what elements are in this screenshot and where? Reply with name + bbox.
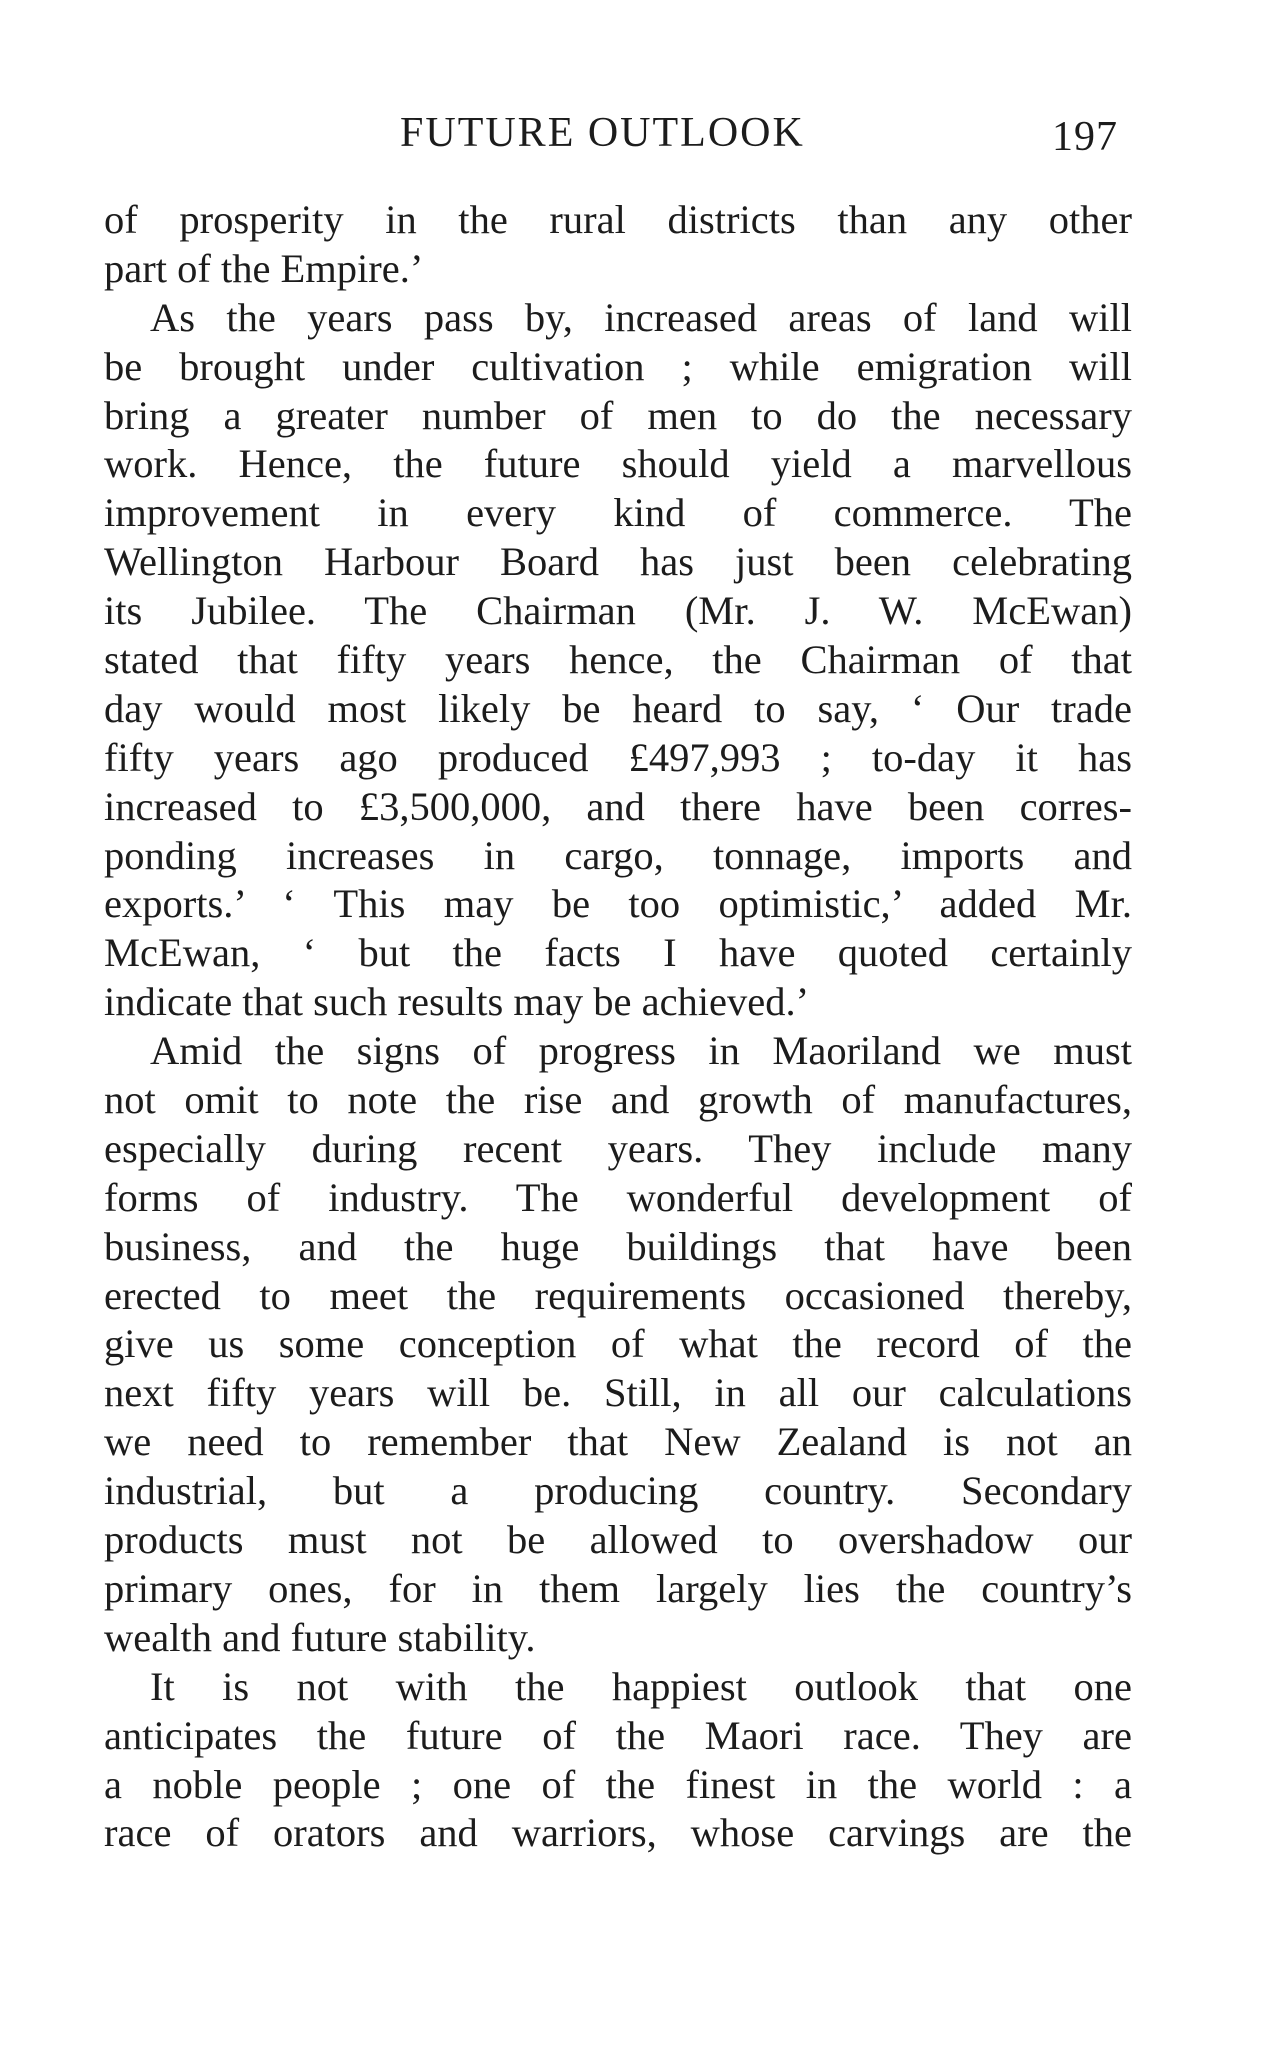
text-line: industrial, but a producing country. Secondary (104, 1468, 1132, 1514)
text-line: forms of industry. The wonderful development of (104, 1174, 1132, 1220)
running-head: FUTURE OUTLOOK (400, 110, 805, 156)
text-line: race of orators and warriors, whose carvings are the (104, 1810, 1132, 1856)
text-line: its Jubilee. The Chairman (Mr. J. W. McEwan) (104, 588, 1132, 634)
text-line: indicate that such results may be achieved.’ (104, 979, 810, 1025)
text-line: McEwan, ‘ but the facts I have quoted certainly (104, 930, 1132, 976)
text-line: stated that fifty years hence, the Chairman of that (104, 637, 1132, 683)
text-line: improvement in every kind of commerce. The (104, 490, 1132, 536)
text-line: part of the Empire.’ (104, 245, 424, 291)
paragraph-start-line: Amid the signs of progress in Maoriland we must (150, 1028, 1132, 1074)
paragraph-start-line: It is not with the happiest outlook that one (150, 1663, 1132, 1709)
text-line: ponding increases in cargo, tonnage, imports and (104, 832, 1132, 878)
text-line: wealth and future stability. (104, 1614, 536, 1660)
text-line: exports.’ ‘ This may be too optimistic,’ added Mr. (104, 881, 1132, 927)
text-line: fifty years ago produced £497,993 ; to-day it has (104, 734, 1132, 780)
text-line: not omit to note the rise and growth of manufactures, (104, 1077, 1132, 1123)
text-line: bring a greater number of men to do the necessary (104, 392, 1132, 438)
text-line: day would most likely be heard to say, ‘ Our trade (104, 685, 1132, 731)
text-line: primary ones, for in them largely lies the country’s (104, 1565, 1132, 1611)
text-line: Wellington Harbour Board has just been celebrating (104, 539, 1132, 585)
paragraph-start-line: As the years pass by, increased areas of land will (150, 294, 1132, 340)
text-line: anticipates the future of the Maori race. They are (104, 1712, 1132, 1758)
text-line: next fifty years will be. Still, in all our calculations (104, 1370, 1132, 1416)
text-line: erected to meet the requirements occasioned thereby, (104, 1272, 1132, 1318)
body-text (104, 196, 1132, 1858)
text-line: work. Hence, the future should yield a marvellous (104, 441, 1132, 487)
text-line: products must not be allowed to overshadow our (104, 1517, 1132, 1563)
text-line: we need to remember that New Zealand is not an (104, 1419, 1132, 1465)
text-line: a noble people ; one of the finest in the world : a (104, 1761, 1132, 1807)
text-line: especially during recent years. They include many (104, 1125, 1132, 1171)
text-line: increased to £3,500,000, and there have been corres- (104, 783, 1132, 829)
text-line: business, and the huge buildings that have been (104, 1223, 1132, 1269)
text-line: be brought under cultivation ; while emigration will (104, 343, 1132, 389)
text-line: of prosperity in the rural districts than any other (104, 197, 1132, 242)
text-line: give us some conception of what the record of the (104, 1321, 1132, 1367)
page-number: 197 (1052, 114, 1118, 160)
